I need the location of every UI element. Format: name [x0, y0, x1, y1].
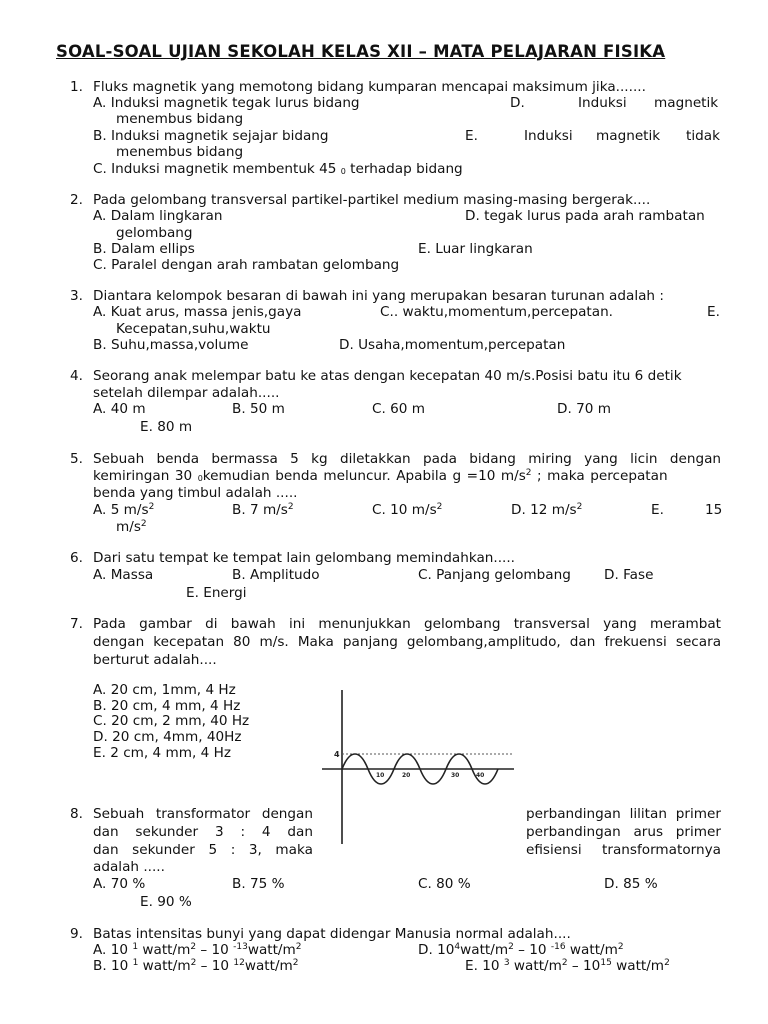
- q2-option-d-continuation: gelombang: [116, 225, 193, 241]
- q7-option-b: B. 20 cm, 4 mm, 4 Hz: [93, 698, 241, 714]
- question-number-2: 2.: [70, 192, 83, 208]
- q9-option-d: D. $10^4watt/m^2 - 10$ $^{-16}$ watt/$m^2$: [418, 942, 624, 958]
- q9-option-a: A. 10 $^1$ watt/$m^2 - 10$ $^{-13}watt/m^2$: [93, 942, 302, 958]
- question-8-line-1-right: perbandingan lilitan primer: [526, 806, 721, 822]
- q3-option-e-continuation: Kecepatan,suhu,waktu: [116, 321, 271, 337]
- q1-option-d-letter: D.: [510, 95, 525, 111]
- q5-option-e-continuation: $m/s^2$: [116, 519, 147, 535]
- q4-option-b: B. 50 m: [232, 401, 285, 417]
- question-5-line-2: kemiringan 30 0kemudian benda meluncur. Apabila g =10 $m/s^2$ ; maka percepatan: [93, 468, 668, 484]
- question-number-9: 9.: [70, 926, 83, 942]
- q3-option-a: A. Kuat arus, massa jenis,gaya: [93, 304, 302, 320]
- question-number-4: 4.: [70, 368, 83, 384]
- wave-figure: [318, 686, 518, 848]
- q7-option-c: C. 20 cm, 2 mm, 40 Hz: [93, 713, 250, 729]
- q5-option-a: A. 5 $m/s^2$: [93, 502, 155, 518]
- q5-option-c: C. 10 $m/s^2$: [372, 502, 443, 518]
- question-3-text: Diantara kelompok besaran di bawah ini yang merupakan besaran turunan adalah :: [93, 288, 664, 304]
- q1-option-d-word: Induksi: [578, 95, 627, 111]
- q8-option-b: B. 75 %: [232, 876, 285, 892]
- q1-option-a: A. Induksi magnetik tegak lurus bidang: [93, 95, 360, 111]
- q4-option-a: A. 40 m: [93, 401, 146, 417]
- q1-option-e-letter: E.: [465, 128, 478, 144]
- q9-option-e: E. 10 $^3$ watt/$m^2 - 10^{15}$ watt/$m^2$: [465, 958, 670, 974]
- q2-option-d: D. tegak lurus pada arah rambatan: [465, 208, 705, 224]
- q5-option-b: B. 7 $m/s^2$: [232, 502, 294, 518]
- x-tick-label: 10: [376, 772, 385, 779]
- x-tick-label: 40: [476, 772, 485, 779]
- q6-option-a: A. Massa: [93, 567, 154, 583]
- q2-option-a: A. Dalam lingkaran: [93, 208, 223, 224]
- question-8-line-1-left: Sebuah transformator dengan: [93, 806, 313, 822]
- question-number-7: 7.: [70, 616, 83, 632]
- question-6-text: Dari satu tempat ke tempat lain gelombang memindahkan.....: [93, 550, 515, 566]
- q3-option-e-letter: E.: [707, 304, 720, 320]
- q5-option-e-value: 15: [705, 502, 723, 518]
- q3-option-d: D. Usaha,momentum,percepatan: [339, 337, 566, 353]
- question-8-line-3-right: efisiensi transformatornya: [526, 842, 721, 858]
- q5-option-e-letter: E.: [651, 502, 664, 518]
- q6-option-d: D. Fase: [604, 567, 654, 583]
- q1-option-e-word: Induksi: [524, 128, 573, 144]
- question-2-text: Pada gelombang transversal partikel-partikel medium masing-masing bergerak....: [93, 192, 651, 208]
- question-number-8: 8.: [70, 806, 83, 822]
- q6-option-e: E. Energi: [186, 585, 247, 601]
- question-7-line-1: Pada gambar di bawah ini menunjukkan gelombang transversal yang merambat: [93, 616, 722, 632]
- q7-option-a: A. 20 cm, 1mm, 4 Hz: [93, 682, 236, 698]
- q8-option-a: A. 70 %: [93, 876, 146, 892]
- question-8-line-3-left: dan sekunder 5 : 3, maka: [93, 842, 313, 858]
- question-8-line-2-right: perbandingan arus primer: [526, 824, 721, 840]
- q1-option-d-word: magnetik: [654, 95, 719, 111]
- q2-option-c: C. Paralel dengan arah rambatan gelombang: [93, 257, 400, 273]
- q1-option-b: B. Induksi magnetik sejajar bidang: [93, 128, 329, 144]
- question-4-text: setelah dilempar adalah.....: [93, 385, 280, 401]
- question-1-text: Fluks magnetik yang memotong bidang kumparan mencapai maksimum jika.......: [93, 79, 646, 95]
- y-axis-label: 4: [334, 750, 340, 759]
- q1-option-e-word: magnetik: [596, 128, 661, 144]
- q4-option-e: E. 80 m: [140, 419, 193, 435]
- q9-option-b: B. 10 $^1$ watt/$m^2 - 10$ $^{12}watt/m^2$: [93, 958, 299, 974]
- question-4-text: Seorang anak melempar batu ke atas dengan kecepatan 40 m/s.Posisi batu itu 6 detik: [93, 368, 682, 384]
- question-9-text: Batas intensitas bunyi yang dapat didengar Manusia normal adalah....: [93, 926, 571, 942]
- question-number-3: 3.: [70, 288, 83, 304]
- q8-option-e: E. 90 %: [140, 894, 192, 910]
- q8-option-c: C. 80 %: [418, 876, 471, 892]
- q2-option-b: B. Dalam ellips: [93, 241, 195, 257]
- question-7-line-2: dengan kecepatan 80 m/s. Maka panjang gelombang,amplitudo, dan frekuensi secara: [93, 634, 722, 650]
- q1-option-e-continuation: menembus bidang: [116, 144, 244, 160]
- question-8-line-4: adalah .....: [93, 859, 165, 875]
- q6-option-b: B. Amplitudo: [232, 567, 320, 583]
- q3-option-c: C.. waktu,momentum,percepatan.: [380, 304, 614, 320]
- q8-option-d: D. 85 %: [604, 876, 658, 892]
- question-number-5: 5.: [70, 451, 83, 467]
- q7-option-d: D. 20 cm, 4mm, 40Hz: [93, 729, 242, 745]
- q1-option-c: C. Induksi magnetik membentuk 45 0 terhadap bidang: [93, 161, 463, 177]
- q5-option-d: D. 12 $m/s^2$: [511, 502, 583, 518]
- q3-option-b: B. Suhu,massa,volume: [93, 337, 249, 353]
- question-5-line-3: benda yang timbul adalah .....: [93, 485, 298, 501]
- q7-option-e: E. 2 cm, 4 mm, 4 Hz: [93, 745, 231, 761]
- x-tick-label: 20: [402, 772, 411, 779]
- q4-option-d: D. 70 m: [557, 401, 611, 417]
- page-title: SOAL-SOAL UJIAN SEKOLAH KELAS XII – MATA PELAJARAN FISIKA: [56, 42, 666, 61]
- q4-option-c: C. 60 m: [372, 401, 425, 417]
- question-7-line-3: berturut adalah....: [93, 652, 217, 668]
- question-number-6: 6.: [70, 550, 83, 566]
- x-tick-label: 30: [451, 772, 460, 779]
- q6-option-c: C. Panjang gelombang: [418, 567, 571, 583]
- q2-option-e: E. Luar lingkaran: [418, 241, 533, 257]
- question-5-line-1: Sebuah benda bermassa 5 kg diletakkan pada bidang miring yang licin dengan: [93, 451, 722, 467]
- q1-option-e-word: tidak: [686, 128, 720, 144]
- question-number-1: 1.: [70, 79, 83, 95]
- q1-option-d-continuation: menembus bidang: [116, 111, 244, 127]
- question-8-line-2-left: dan sekunder 3 : 4 dan: [93, 824, 313, 840]
